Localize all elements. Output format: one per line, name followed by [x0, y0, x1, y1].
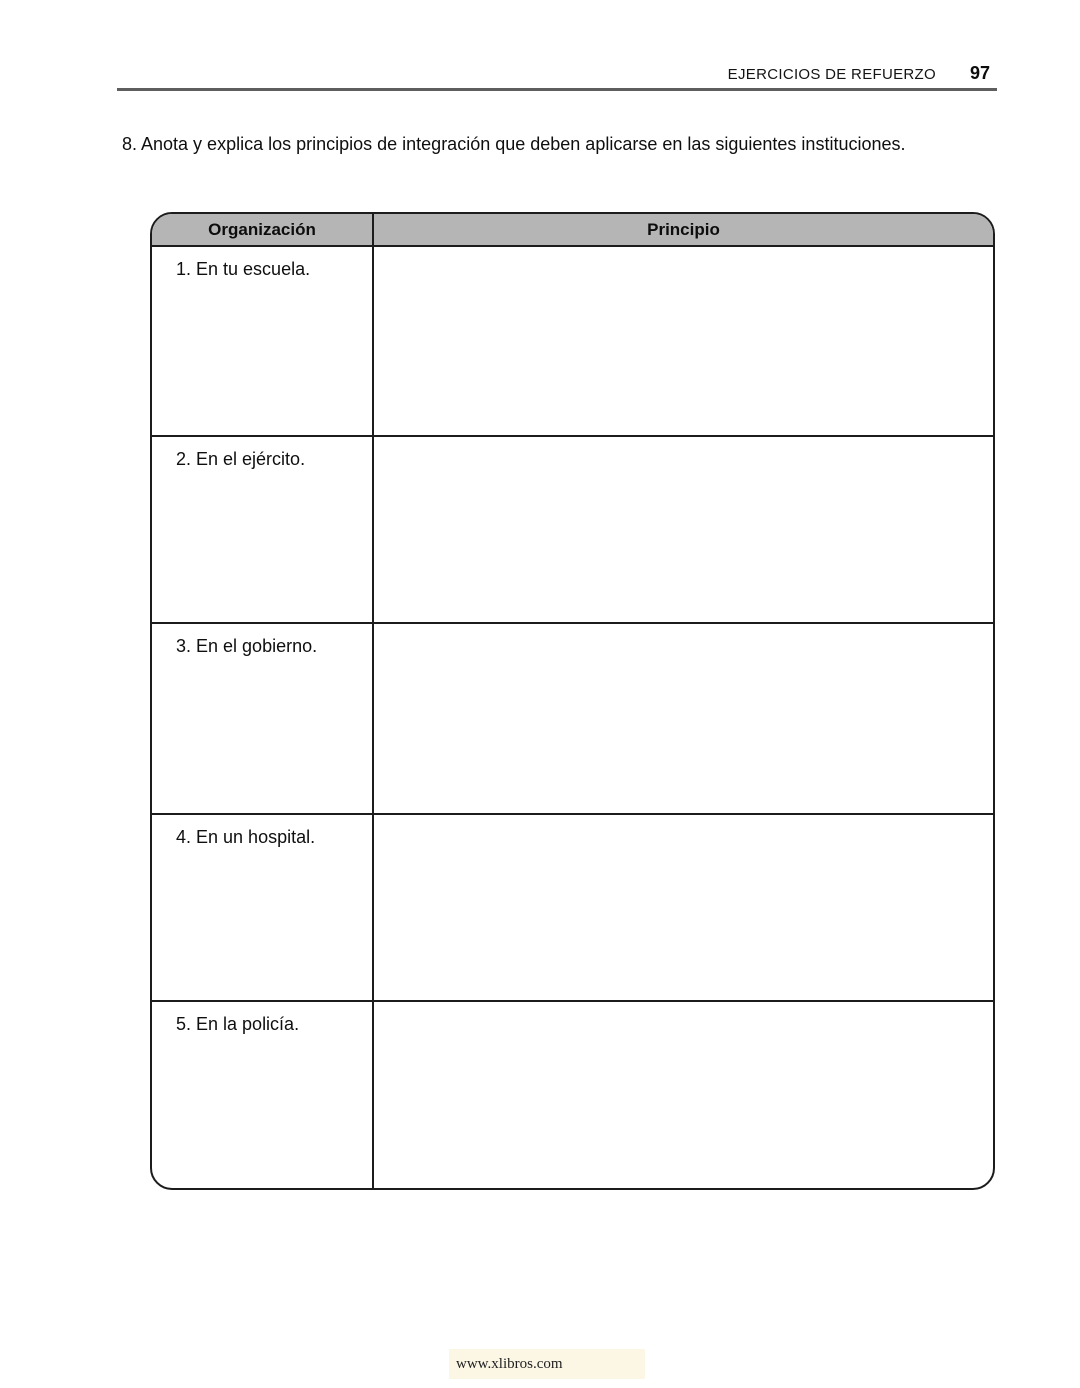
organizacion-cell: 2. En el ejército.	[152, 437, 374, 622]
table-row	[152, 624, 993, 815]
principio-cell-empty	[374, 437, 993, 622]
exercise-instruction: 8. Anota y explica los principios de integración que deben aplicarse en las siguientes instituciones.	[122, 134, 906, 154]
organizacion-cell: 4. En un hospital.	[152, 815, 374, 1000]
principio-cell-empty	[374, 1002, 993, 1188]
table-row	[152, 437, 993, 624]
principio-cell-empty	[374, 815, 993, 1000]
table-header-row	[152, 214, 993, 247]
running-head	[117, 63, 990, 84]
principio-cell-empty	[374, 624, 993, 813]
table-row	[152, 247, 993, 437]
table-row	[152, 815, 993, 1002]
principio-cell-empty	[374, 247, 993, 435]
organizacion-cell: 1. En tu escuela.	[152, 247, 374, 435]
column-header-organizacion: Organización	[152, 214, 374, 245]
column-header-principio: Principio	[647, 219, 720, 239]
header-rule	[117, 88, 997, 91]
section-title: EJERCICIOS DE REFUERZO	[727, 66, 936, 83]
footer-watermark	[449, 1349, 645, 1379]
organizacion-cell: 3. En el gobierno.	[152, 624, 374, 813]
table-row	[152, 1002, 993, 1188]
exercise-table	[150, 212, 995, 1190]
footer-url-text: www.xlibros.com	[456, 1355, 563, 1372]
page-number: 97	[969, 63, 990, 83]
organizacion-cell: 5. En la policía.	[152, 1002, 374, 1188]
